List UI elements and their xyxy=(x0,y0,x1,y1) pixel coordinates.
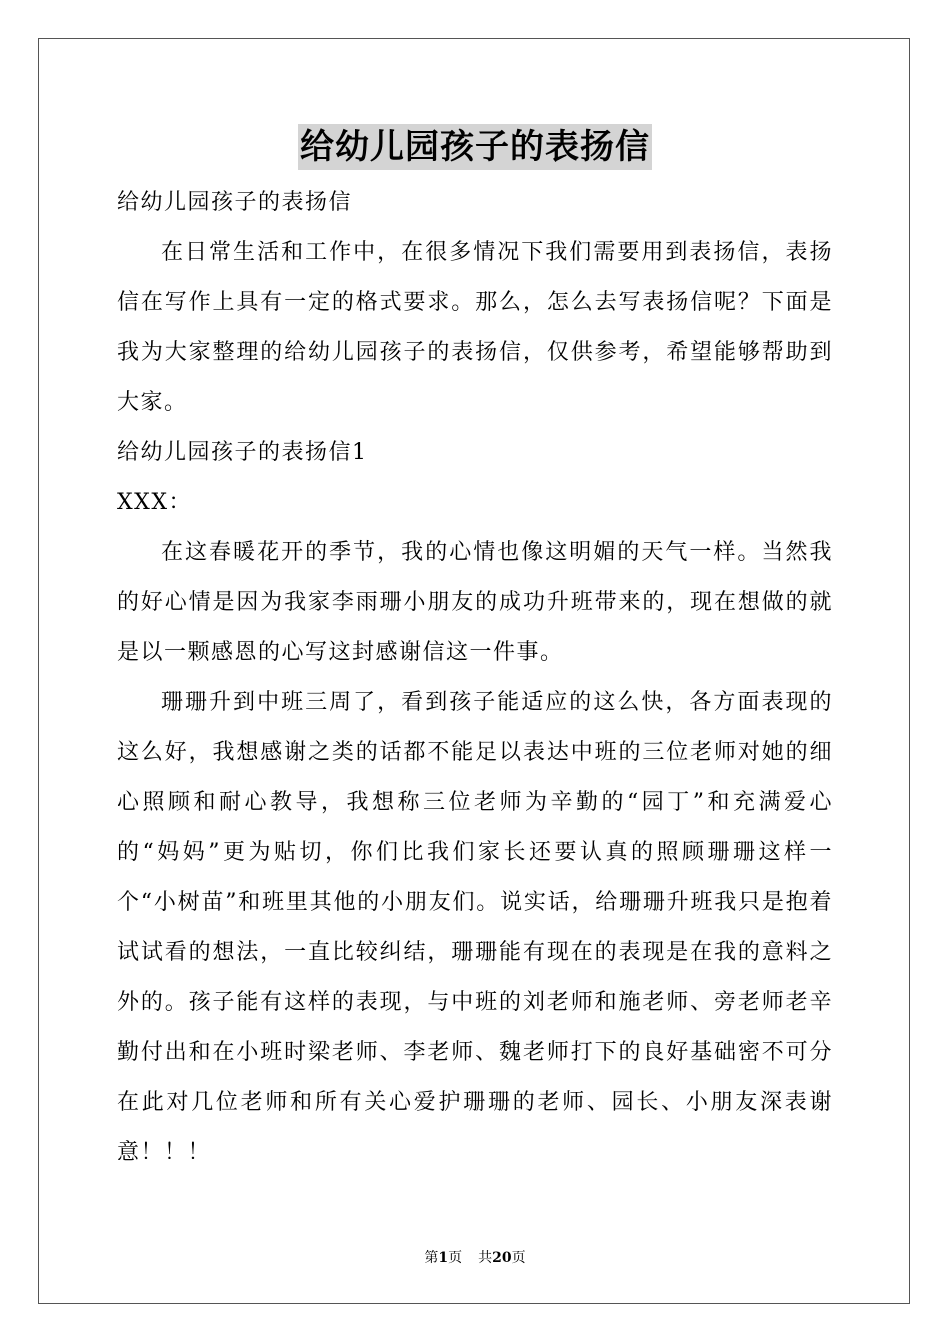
intro-paragraph: 在日常生活和工作中，在很多情况下我们需要用到表扬信，表扬信在写作上具有一定的格式要求。那么，怎么去写表扬信呢？下面是我为大家整理的给幼儿园孩子的表扬信，仅供参考，希望能够帮助到大家。 xyxy=(117,240,833,415)
letter-heading: 给幼儿园孩子的表扬信1 xyxy=(117,440,368,465)
page-current: 1 xyxy=(438,1250,449,1266)
page-prefix: 第 xyxy=(424,1250,439,1266)
document-title xyxy=(0,124,950,170)
document-body xyxy=(117,178,833,1178)
page-footer xyxy=(0,1248,950,1268)
page-total: 20 xyxy=(492,1250,512,1266)
letter-salutation: XXX： xyxy=(117,490,192,515)
letter-paragraph-1: 在这春暖花开的季节，我的心情也像这明媚的天气一样。当然我的好心情是因为我家李雨珊小朋友的成功升班带来的，现在想做的就是以一颗感恩的心写这封感谢信这一件事。 xyxy=(117,540,833,665)
total-suffix: 页 xyxy=(511,1250,526,1266)
letter-paragraph-2: 珊珊升到中班三周了，看到孩子能适应的这么快，各方面表现的这么好，我想感谢之类的话都不能足以表达中班的三位老师对她的细心照顾和耐心教导，我想称三位老师为辛勤的“园丁”和充满爱心的“妈妈”更为贴切，你们比我们家长还要认真的照顾珊珊这样一个“小树苗”和班里其他的小朋友们。说实话，给珊珊升班我只是抱着试试看的想法，一直比较纠结，珊珊能有现在的表现是在我的意料之外的。孩子能有这样的表现，与中班的刘老师和施老师、旁老师老辛勤付出和在小班时梁老师、李老师、魏老师打下的良好基础密不可分在此对几位老师和所有关心爱护珊珊的老师、园长、小朋友深表谢意！！！ xyxy=(117,690,833,1165)
page-suffix: 页 xyxy=(448,1250,463,1266)
document-title-text: 给幼儿园孩子的表扬信 xyxy=(298,124,652,170)
total-prefix: 共 xyxy=(478,1250,493,1266)
subtitle-paragraph: 给幼儿园孩子的表扬信 xyxy=(117,190,353,215)
